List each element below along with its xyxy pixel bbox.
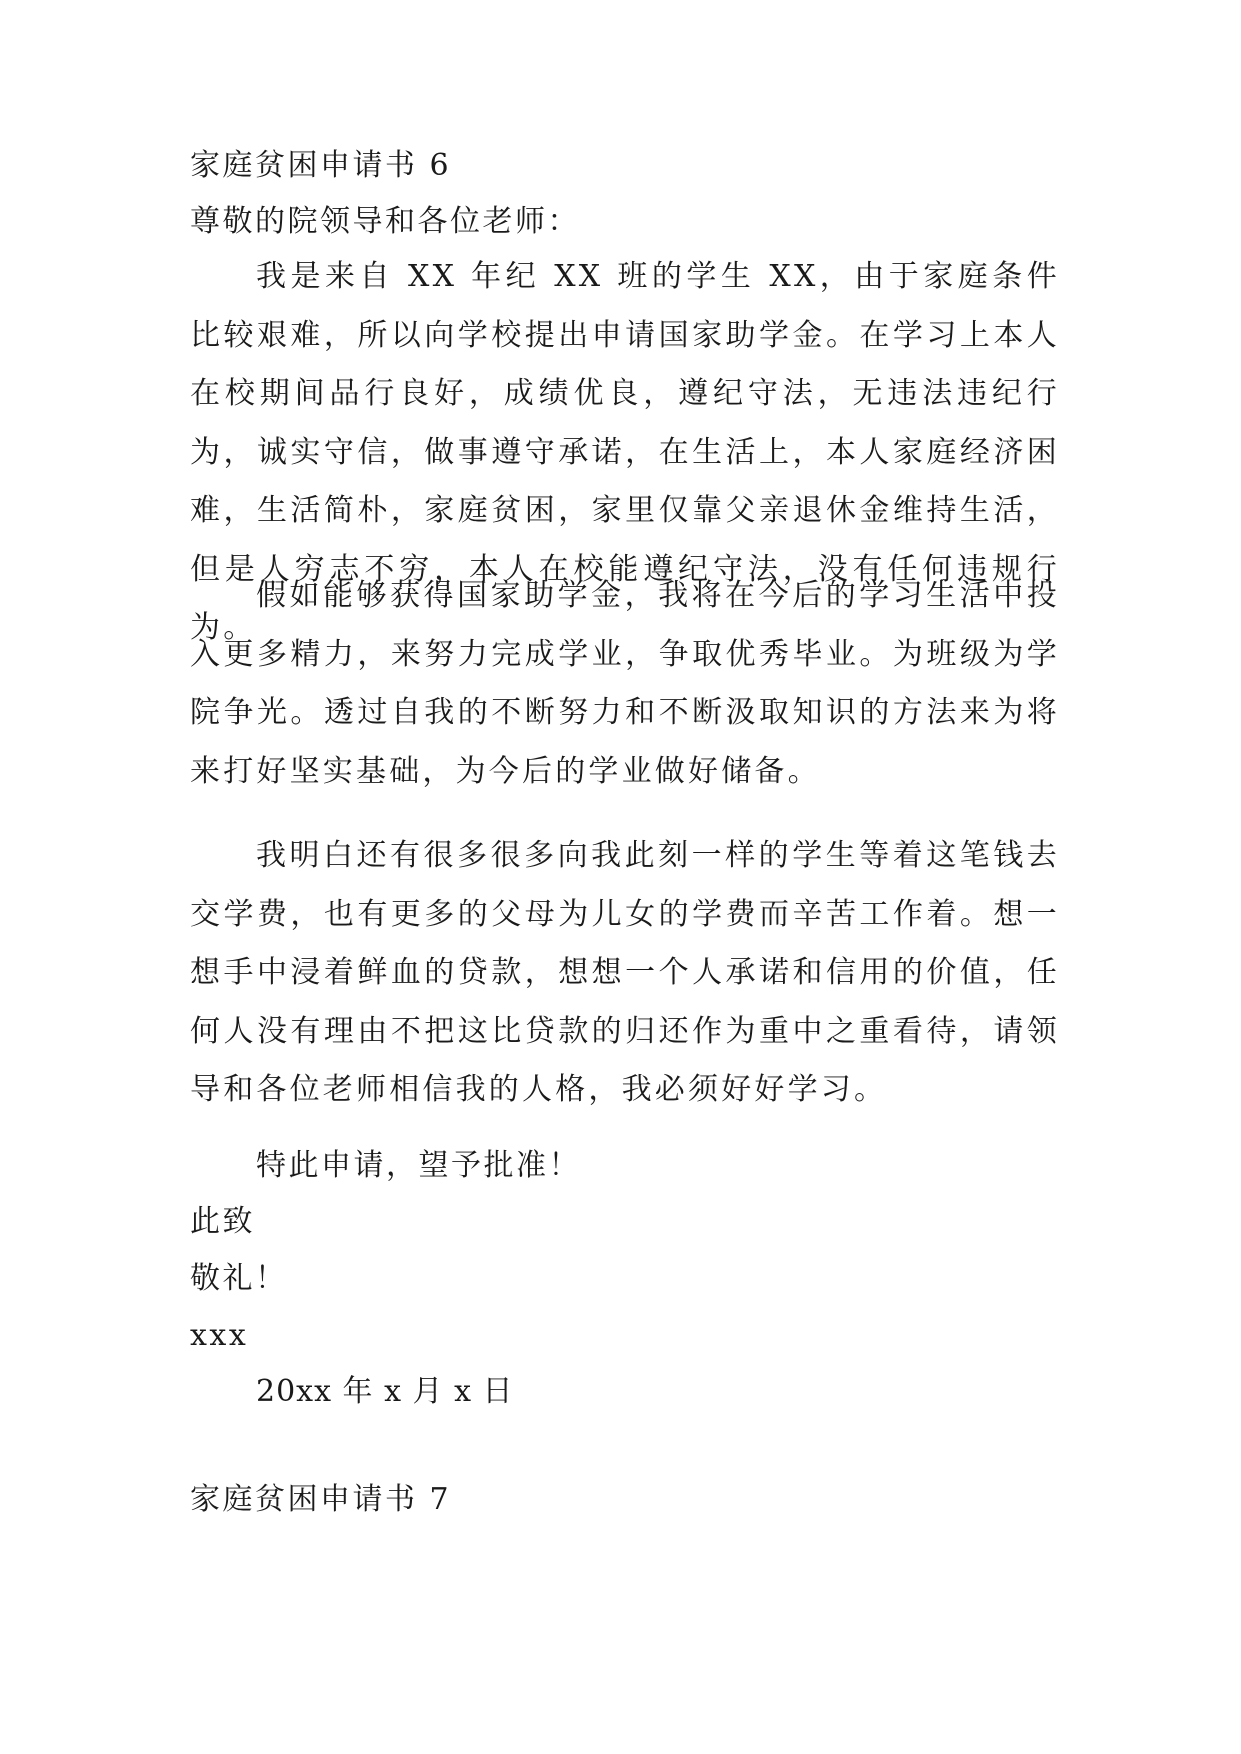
paragraph-text: 我是来自 XX 年纪 XX 班的学生 XX，由于家庭条件比较艰难，所以向学校提出申请国家助学金。在学习上本人在校期间品行良好，成绩优良，遵纪守法，无违法违纪行为，诚实守信，做事遵守承诺，在生活上，本人家庭经济困难，生活简朴，家庭贫困，家里仅靠父亲退休金维持生活，但是人穷志不穷，本人在校能遵纪守法，没有任何违规行为。 xyxy=(190,259,1060,645)
closing-line-2: 敬礼！ xyxy=(190,1261,288,1296)
date-line: 20xx 年 x 月 x 日 xyxy=(256,1374,514,1409)
request-line: 特此申请，望予批准！ xyxy=(256,1148,581,1183)
closing-line-1: 此致 xyxy=(190,1204,255,1239)
paragraph-3 xyxy=(190,827,1060,1120)
document-title: 家庭贫困申请书 6 xyxy=(190,148,452,183)
salutation: 尊敬的院领导和各位老师： xyxy=(190,204,580,239)
paragraph-2 xyxy=(190,567,1060,801)
document-title-next: 家庭贫困申请书 7 xyxy=(190,1482,452,1517)
signature: xxx xyxy=(190,1318,249,1353)
paragraph-text: 假如能够获得国家助学金，我将在今后的学习生活中投入更多精力，来努力完成学业，争取优秀毕业。为班级为学院争光。透过自我的不断努力和不断汲取知识的方法来为将来打好坚实基础，为今后的学业做好储备。 xyxy=(190,578,1060,789)
paragraph-text: 我明白还有很多很多向我此刻一样的学生等着这笔钱去交学费，也有更多的父母为儿女的学费而辛苦工作着。想一想手中浸着鲜血的贷款，想想一个人承诺和信用的价值，任何人没有理由不把这比贷款的归还作为重中之重看待，请领导和各位老师相信我的人格，我必须好好学习。 xyxy=(190,838,1060,1107)
